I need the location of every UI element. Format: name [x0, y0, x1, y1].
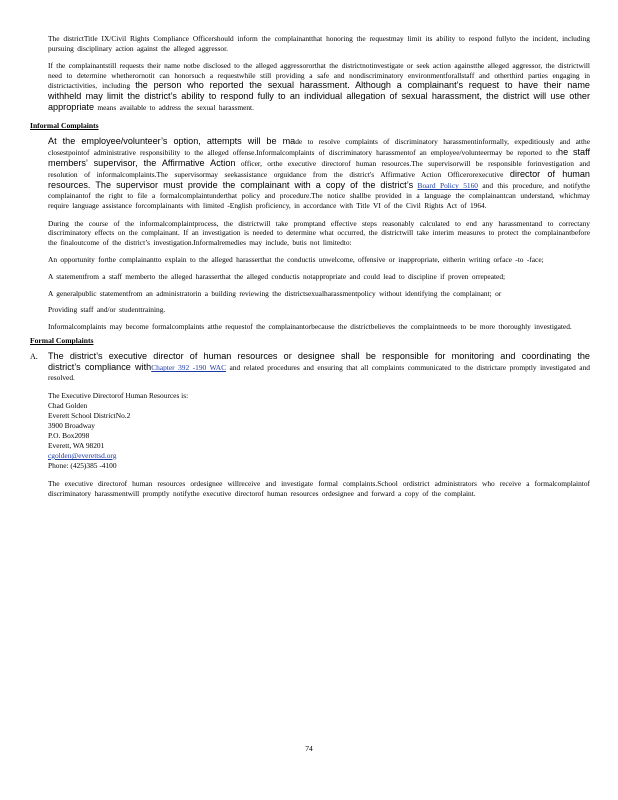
- item-a-paragraph: [48, 351, 590, 383]
- informal-closing-paragraph: Informalcomplaints may become formalcomplaints atthe requestof the complainantorbecause the districtbelieves the complaintneeds to be more thoroughly investigated.: [48, 321, 572, 331]
- item-a-emphasis: The district’s executive director of human resources or designee shall be responsible for monitoring and coordinating the district’s compliance with: [48, 351, 590, 373]
- informal-supervisor-emphasis: he staff members’ supervisor, the Affirmative Action: [48, 147, 590, 169]
- contact-organization: Everett School DistrictNo.2: [48, 410, 131, 420]
- remedies-list: [30, 255, 590, 314]
- during-course-paragraph: During the course of the informalcomplaintprocess, the districtwill take promptand effective steps reasonably calculated to end any harassmentand to correctany discriminatory effects on the complainant. If an investigation is needed to determine what occurred, the districtwill take interim measures to protect the complainantbefore the finaloutcome of the district’s investigation.Informalremedies may include, butis not limitedto:: [48, 218, 590, 247]
- contact-phone: Phone: (425)385 -4100: [48, 460, 117, 470]
- informal-section: [48, 136, 590, 255]
- list-item: [30, 289, 590, 299]
- withhold-name-text: If the complainantstill requests their name notbe disclosed to the alleged aggressororthat the districtnotinvestigate or seek action againstthe alleged aggressor, the districtwill need to determine whetherornotit can honorsuch a requestwhile still providing a safe and nondiscriminatory environmentforallstaff and otherthird parties engaging in districtactivities, including: [48, 61, 590, 91]
- list-item: [30, 272, 590, 282]
- notice-section: [48, 34, 590, 113]
- informal-officer-text: officer, orthe executive directorof human resources.The supervisorwill be responsible forinvestigation and resolution of informalcomplaints.The supervisormay seekassistance orguidance from the district's Affirmative Action Officerorexecutive: [48, 159, 590, 180]
- remedy-text: An opportunity forthe complainantto explain to the alleged harasserthat the conductis unwelcome, offensive or inappropriate, eitherin writing orface -to -face;: [48, 255, 544, 265]
- withhold-name-means: means: [97, 103, 117, 113]
- informal-complaints-heading: Informal Complaints: [30, 121, 99, 131]
- contact-po-box: P.O. Box2098: [48, 430, 90, 440]
- remedy-text: A generalpublic statementfrom an administratorin a building reviewing the districtsexualharassmentpolicy without identifying the complainant; or: [48, 288, 502, 298]
- wac-chapter-link[interactable]: Chapter 392 -190 WAC: [151, 363, 227, 373]
- informal-notice-text: and this procedure, and notifythe complainantof the right to file a formalcomplaintunderthat policy and procedure.The notice shallbe provided in a language the complainantcan understand, whichmay require language assistance forcomplainants with limited -English proficiency, in accordance with Title VI of the Civil Rights Act of 1964.: [48, 181, 590, 210]
- informal-option-lead: At the employee/volunteer’s option, attempts will be ma: [48, 136, 296, 147]
- informal-closing-section: [48, 322, 590, 332]
- board-policy-link[interactable]: Board Policy 5160: [417, 181, 478, 191]
- final-section: [48, 479, 590, 498]
- contact-email-link[interactable]: cgolden@everettsd.org: [48, 450, 117, 460]
- informal-option-paragraph: [48, 136, 590, 210]
- informal-copy-emphasis: director of human resources. The supervisor must provide the complainant with a copy of the district’s: [48, 169, 590, 191]
- item-a-text: and related procedures and ensuring that all complaints communicated to the districtare promptly investigated and resolved.: [48, 363, 590, 383]
- page-number: 74: [305, 744, 313, 753]
- informal-option-text: de to resolve complaints of discriminatory harassmentinformally, expeditiously and atthe closestpointof administrative responsibility to the alleged offense.Informalcomplaints of discriminatory harassmentof an employee/volunteermay be reported to t: [48, 137, 590, 158]
- contact-intro: The Executive Directorof Human Resources is:: [48, 390, 189, 400]
- executive-director-paragraph: The executive directorof human resources ordesignee willreceive and investigate formal complaints.School ordistrict administrators who receive a formalcomplaintof discriminatory harassmentwill promptly notifythe executive directorof human resources ordesignee and forward a copy of the complaint.: [48, 478, 590, 498]
- withhold-name-paragraph: [48, 61, 590, 113]
- contact-block: [48, 391, 590, 471]
- item-a-label: A.: [30, 352, 38, 362]
- remedy-text: Providing staff and/or studenttraining.: [48, 305, 166, 315]
- formal-complaints-heading: Formal Complaints: [30, 336, 94, 346]
- honoring-request-paragraph: The districtTitle IX/Civil Rights Compliance Officershould inform the complainantthat honoring the requestmay limit its ability to respond fullyto the incident, including pursuing disciplinary action against the alleged aggressor.: [48, 34, 590, 53]
- document-page: [30, 34, 590, 498]
- remedy-text: A statementfrom a staff memberto the alleged harasserthat the alleged conductis notappropriate and could lead to discipline if proven orrepeated;: [48, 271, 506, 281]
- withhold-name-emphasis: the person who reported the sexual harassment. Although a complainant’s request to have their name withheld may limit the district’s ability to respond fully to an individual allegation of sexual harassment, the district will use other appropriate: [48, 80, 590, 113]
- list-item: [30, 305, 590, 315]
- list-item: [30, 255, 590, 265]
- contact-street: 3900 Broadway: [48, 420, 96, 430]
- contact-city: Everett, WA 98201: [48, 440, 105, 450]
- formal-item-a: [30, 351, 590, 383]
- withhold-name-tail: available to address the sexual harassment.: [119, 103, 254, 113]
- contact-name: Chad Golden: [48, 400, 88, 410]
